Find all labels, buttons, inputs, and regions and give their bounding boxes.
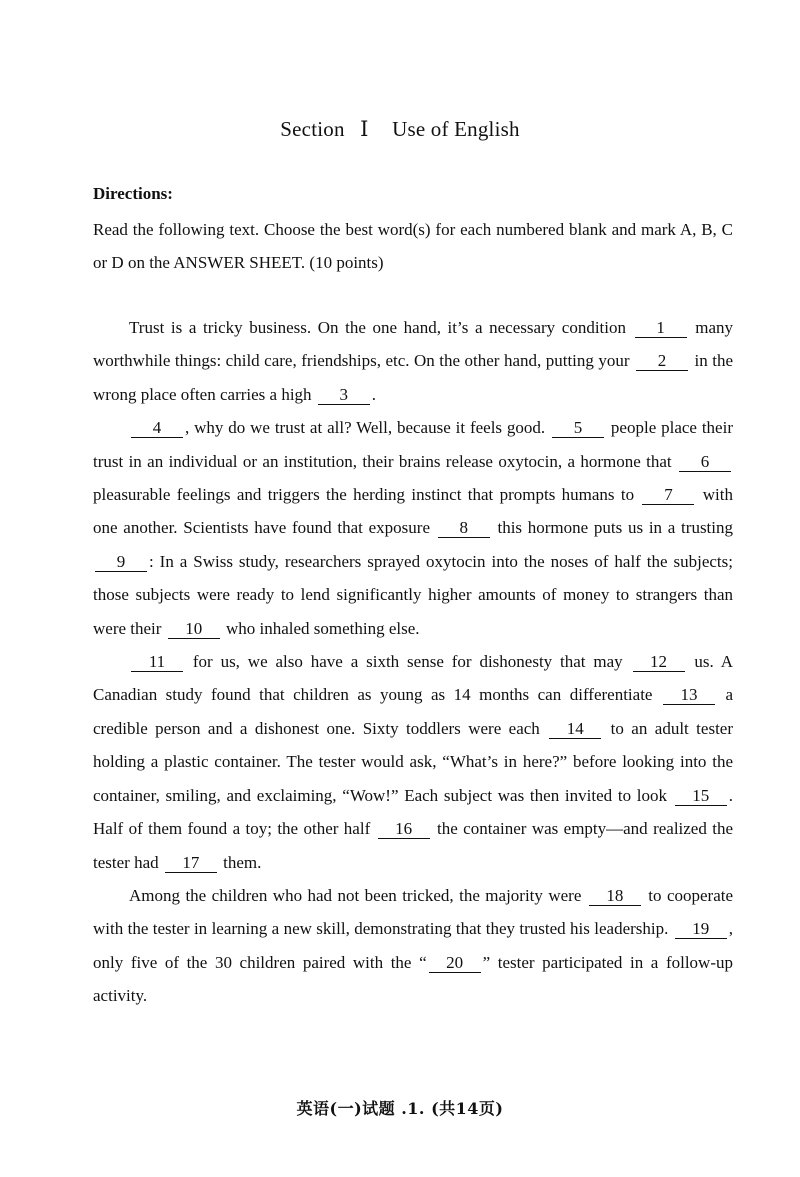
section-number: Ⅰ — [360, 117, 369, 141]
passage-text: who inhaled something else. — [225, 618, 420, 638]
blank-19: 19 — [675, 920, 727, 939]
blank-10: 10 — [168, 620, 220, 639]
passage-text: , why do we trust at all? Well, because it feels good. — [185, 418, 546, 438]
blank-2: 2 — [636, 352, 688, 371]
blank-1: 1 — [635, 319, 687, 338]
page-footer: 英语(一)试题 .1. (共14页) — [296, 1099, 504, 1118]
passage-text: a credible person and a dishonest one. Sixty toddlers were each — [93, 685, 734, 738]
blank-17: 17 — [165, 854, 217, 873]
passage-text: ” tester participated in a follow-up activity. — [93, 952, 733, 1006]
section-label: Section — [280, 117, 345, 141]
passage-text: to cooperate with the tester in learning a new skill, demonstrating that they trusted his leadership. — [93, 885, 734, 939]
passage-text: . — [371, 384, 377, 404]
passage-text: Trust is a tricky business. On the one hand, it’s a necessary condition — [129, 318, 626, 337]
blank-6: 6 — [679, 453, 731, 472]
passage-text: pleasurable feelings and triggers the herding instinct that prompts humans to — [93, 485, 635, 505]
blank-9: 9 — [95, 553, 147, 572]
blank-14: 14 — [549, 720, 601, 739]
passage-text: in the wrong place often carries a high — [93, 351, 733, 404]
passage-text: them. — [223, 852, 262, 872]
blank-20: 20 — [429, 954, 481, 973]
passage-text: for us, we also have a sixth sense for dishonesty that may — [192, 652, 623, 672]
section-name: Use of English — [392, 117, 520, 141]
passage-text: . Half of them found a toy; the other half — [93, 785, 734, 839]
passage-text: with one another. Scientists have found that exposure — [93, 485, 734, 538]
blank-13: 13 — [663, 686, 715, 705]
passage-text: to an adult tester holding a plastic container. The tester would ask, “What’s in here?” before looking into the container, smiling, and exclaiming, “Wow!” Each subject was then invited to look — [93, 718, 733, 805]
passage-text: this hormone puts us in a trusting — [497, 518, 734, 538]
paragraph-3 — [93, 645, 733, 879]
passage-text: us. A Canadian study found that children as young as 14 months can differentiate — [93, 652, 733, 705]
blank-12: 12 — [633, 653, 685, 672]
blank-3: 3 — [318, 386, 370, 405]
directions-text: Read the following text. Choose the best word(s) for each numbered blank and mark A, B, C or D on the ANSWER SHEET. (10 points) — [93, 220, 733, 272]
blank-16: 16 — [378, 820, 430, 839]
section-title — [0, 117, 800, 142]
reading-passage — [93, 311, 733, 1013]
blank-5: 5 — [552, 419, 604, 438]
blank-7: 7 — [642, 486, 694, 505]
blank-11: 11 — [131, 653, 183, 672]
directions-heading: Directions: — [93, 184, 173, 203]
paragraph-1 — [93, 311, 733, 411]
blank-18: 18 — [589, 887, 641, 906]
blank-8: 8 — [438, 519, 490, 538]
passage-text: : In a Swiss study, researchers sprayed oxytocin into the noses of half the subjects; those subjects were ready to lend significantly higher amounts of money to strangers than were their — [93, 551, 733, 638]
paragraph-2 — [93, 411, 733, 645]
paragraph-4 — [93, 879, 733, 1013]
passage-text: many worthwhile things: child care, friendships, etc. On the other hand, putting your — [93, 318, 733, 371]
blank-4: 4 — [131, 419, 183, 438]
blank-15: 15 — [675, 787, 727, 806]
passage-text: , only five of the 30 children paired with the “ — [93, 919, 733, 972]
passage-text: the container was empty—and realized the tester had — [93, 819, 734, 872]
passage-text: people place their trust in an individual or an institution, their brains release oxytocin, a hormone that — [93, 418, 733, 471]
passage-text: Among the children who had not been tricked, the majority were — [129, 885, 582, 905]
